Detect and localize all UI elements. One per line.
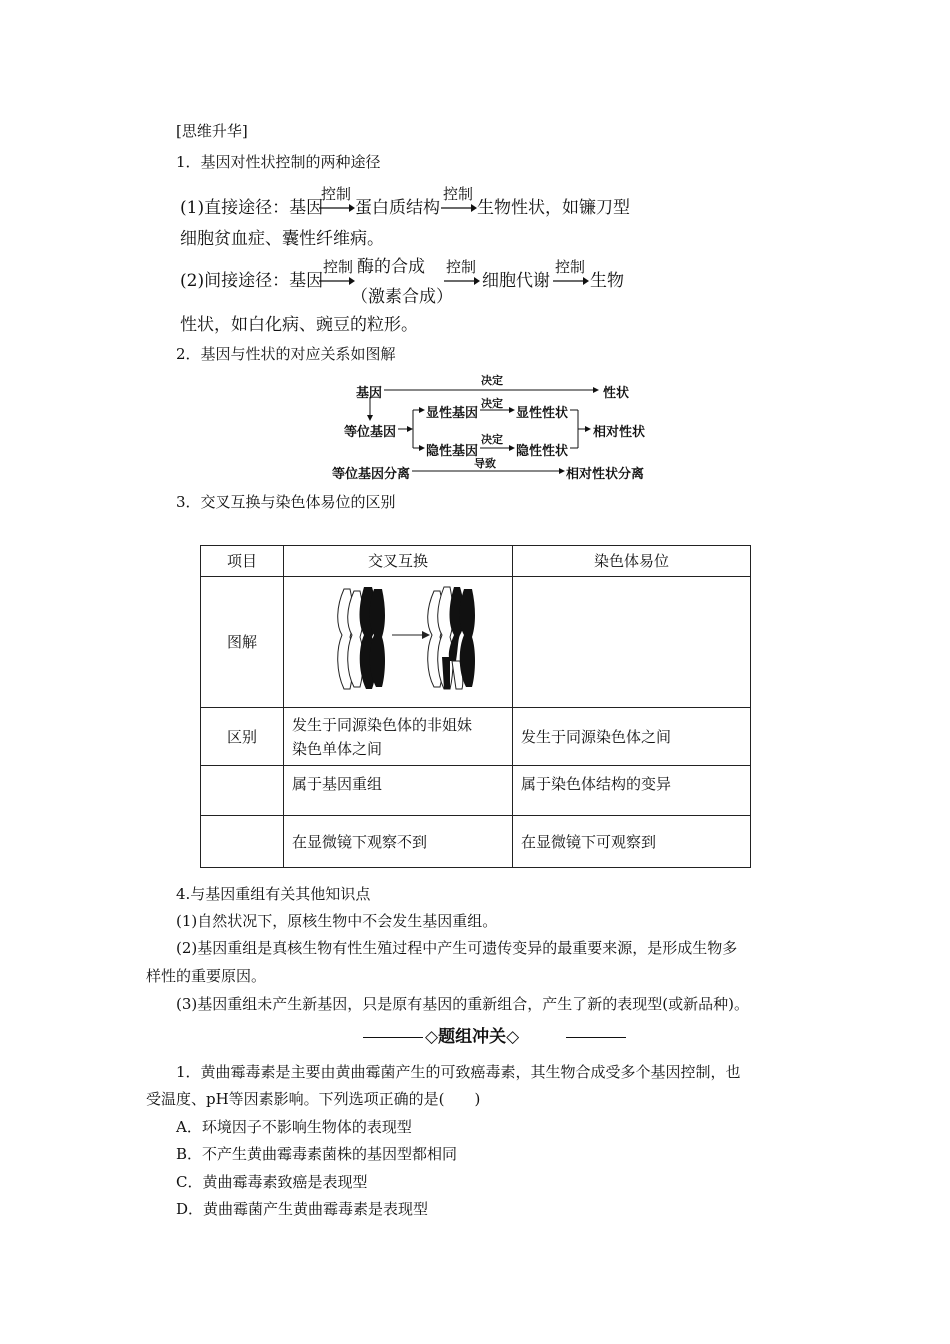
- diagram-recessive-trait: 隐性性状: [516, 444, 569, 459]
- diagram-decide: 决定: [481, 397, 503, 410]
- table-row: [201, 577, 751, 708]
- direct-prefix: (1)直接途径：基因: [180, 198, 324, 218]
- table-cell: 发生于同源染色体之间: [513, 708, 751, 766]
- table-row: [201, 766, 751, 816]
- arrow-icon: [319, 202, 355, 214]
- row-label-diagram: 图解: [201, 577, 284, 708]
- arrow-icon: [441, 202, 477, 214]
- diagram-decide: 决定: [481, 374, 503, 387]
- heading-3: 3．交叉互换与染色体易位的区别: [176, 493, 396, 511]
- arrow-label: 控制: [555, 258, 586, 276]
- diagram-trait: 性状: [603, 386, 630, 401]
- arrow-label: 控制: [446, 258, 477, 276]
- crossover-diagram: [284, 577, 513, 708]
- table-cell: 属于染色体结构的变异: [513, 766, 751, 816]
- table-cell: [201, 766, 284, 816]
- chromosome-crossover-illustration: [284, 577, 513, 700]
- diagram-allele-separation: 等位基因分离: [332, 467, 411, 482]
- indirect-line2: 性状，如白化病、豌豆的粒形。: [180, 315, 418, 335]
- table-header-row: [201, 546, 751, 577]
- option-c[interactable]: C．黄曲霉毒素致癌是表现型: [176, 1173, 368, 1191]
- heading-4: 4.与基因重组有关其他知识点: [176, 885, 371, 903]
- indirect-suffix: 生物: [590, 271, 624, 291]
- table-row: [201, 708, 751, 766]
- table-row: [201, 816, 751, 868]
- indirect-mid: 细胞代谢: [482, 271, 550, 291]
- cell-line: 染色单体之间: [292, 739, 383, 758]
- diagram-allele: 等位基因: [344, 425, 397, 440]
- diagram-cause: 导致: [474, 457, 496, 470]
- heading-2: 2．基因与性状的对应关系如图解: [176, 345, 396, 363]
- section-title: [思维升华]: [176, 122, 248, 140]
- table-header: 项目: [201, 546, 284, 577]
- diagram-dominant-trait: 显性性状: [516, 406, 569, 421]
- question-stem-line2: 受温度、pH等因素影响。下列选项正确的是( ): [146, 1090, 481, 1108]
- table-header: 染色体易位: [513, 546, 751, 577]
- diagram-gene: 基因: [356, 386, 383, 401]
- arrow-icon: [319, 275, 355, 287]
- heading-1: 1．基因对性状控制的两种途径: [176, 153, 381, 171]
- direct-line2: 细胞贫血症、囊性纤维病。: [180, 229, 384, 249]
- option-b[interactable]: B．不产生黄曲霉毒素菌株的基因型都相同: [176, 1145, 458, 1163]
- point-3: (3)基因重组未产生新基因，只是原有基因的重新组合，产生了新的表现型(或新品种)。: [176, 995, 749, 1013]
- diagram-relative-trait: 相对性状: [593, 425, 646, 440]
- point-2-line2: 样性的重要原因。: [146, 967, 267, 985]
- hormone-synthesis: （激素合成）: [351, 287, 453, 307]
- diagram-dominant-gene: 显性基因: [426, 406, 479, 421]
- divider: [363, 1037, 423, 1038]
- row-label-difference: 区别: [201, 708, 284, 766]
- table-cell: [201, 816, 284, 868]
- indirect-prefix: (2)间接途径：基因: [180, 271, 324, 291]
- diagram-recessive-gene: 隐性基因: [426, 444, 479, 459]
- option-d[interactable]: D．黄曲霉菌产生黄曲霉毒素是表现型: [176, 1200, 429, 1218]
- enzyme-synthesis: 酶的合成: [357, 257, 425, 277]
- table-cell: 在显微镜下观察不到: [284, 816, 513, 868]
- translocation-diagram-cell: [513, 577, 751, 708]
- diagram-decide: 决定: [481, 433, 503, 446]
- divider: [566, 1037, 626, 1038]
- question-stem-line1: 1．黄曲霉毒素是主要由黄曲霉菌产生的可致癌毒素，其生物合成受多个基因控制，也: [176, 1063, 741, 1081]
- arrow-label: 控制: [323, 258, 354, 276]
- comparison-table: [200, 545, 751, 868]
- banner-title: ◇题组冲关◇: [425, 1027, 520, 1047]
- cell-line: 发生于同源染色体的非姐妹: [292, 715, 473, 734]
- direct-suffix: 生物性状，如镰刀型: [477, 198, 630, 218]
- table-header: 交叉互换: [284, 546, 513, 577]
- direct-mid: 蛋白质结构: [355, 198, 440, 218]
- table-cell: 属于基因重组: [284, 766, 513, 816]
- arrow-label: 控制: [443, 185, 474, 203]
- arrow-icon: [444, 275, 480, 287]
- diagram-relative-separation: 相对性状分离: [566, 467, 645, 482]
- point-1: (1)自然状况下，原核生物中不会发生基因重组。: [176, 912, 498, 930]
- table-cell: 在显微镜下可观察到: [513, 816, 751, 868]
- arrow-label: 控制: [321, 185, 352, 203]
- point-2-line1: (2)基因重组是真核生物有性生殖过程中产生可遗传变异的最重要来源，是形成生物多: [176, 939, 738, 957]
- arrow-icon: [553, 275, 589, 287]
- table-cell: [284, 708, 513, 766]
- option-a[interactable]: A．环境因子不影响生物体的表现型: [176, 1118, 412, 1136]
